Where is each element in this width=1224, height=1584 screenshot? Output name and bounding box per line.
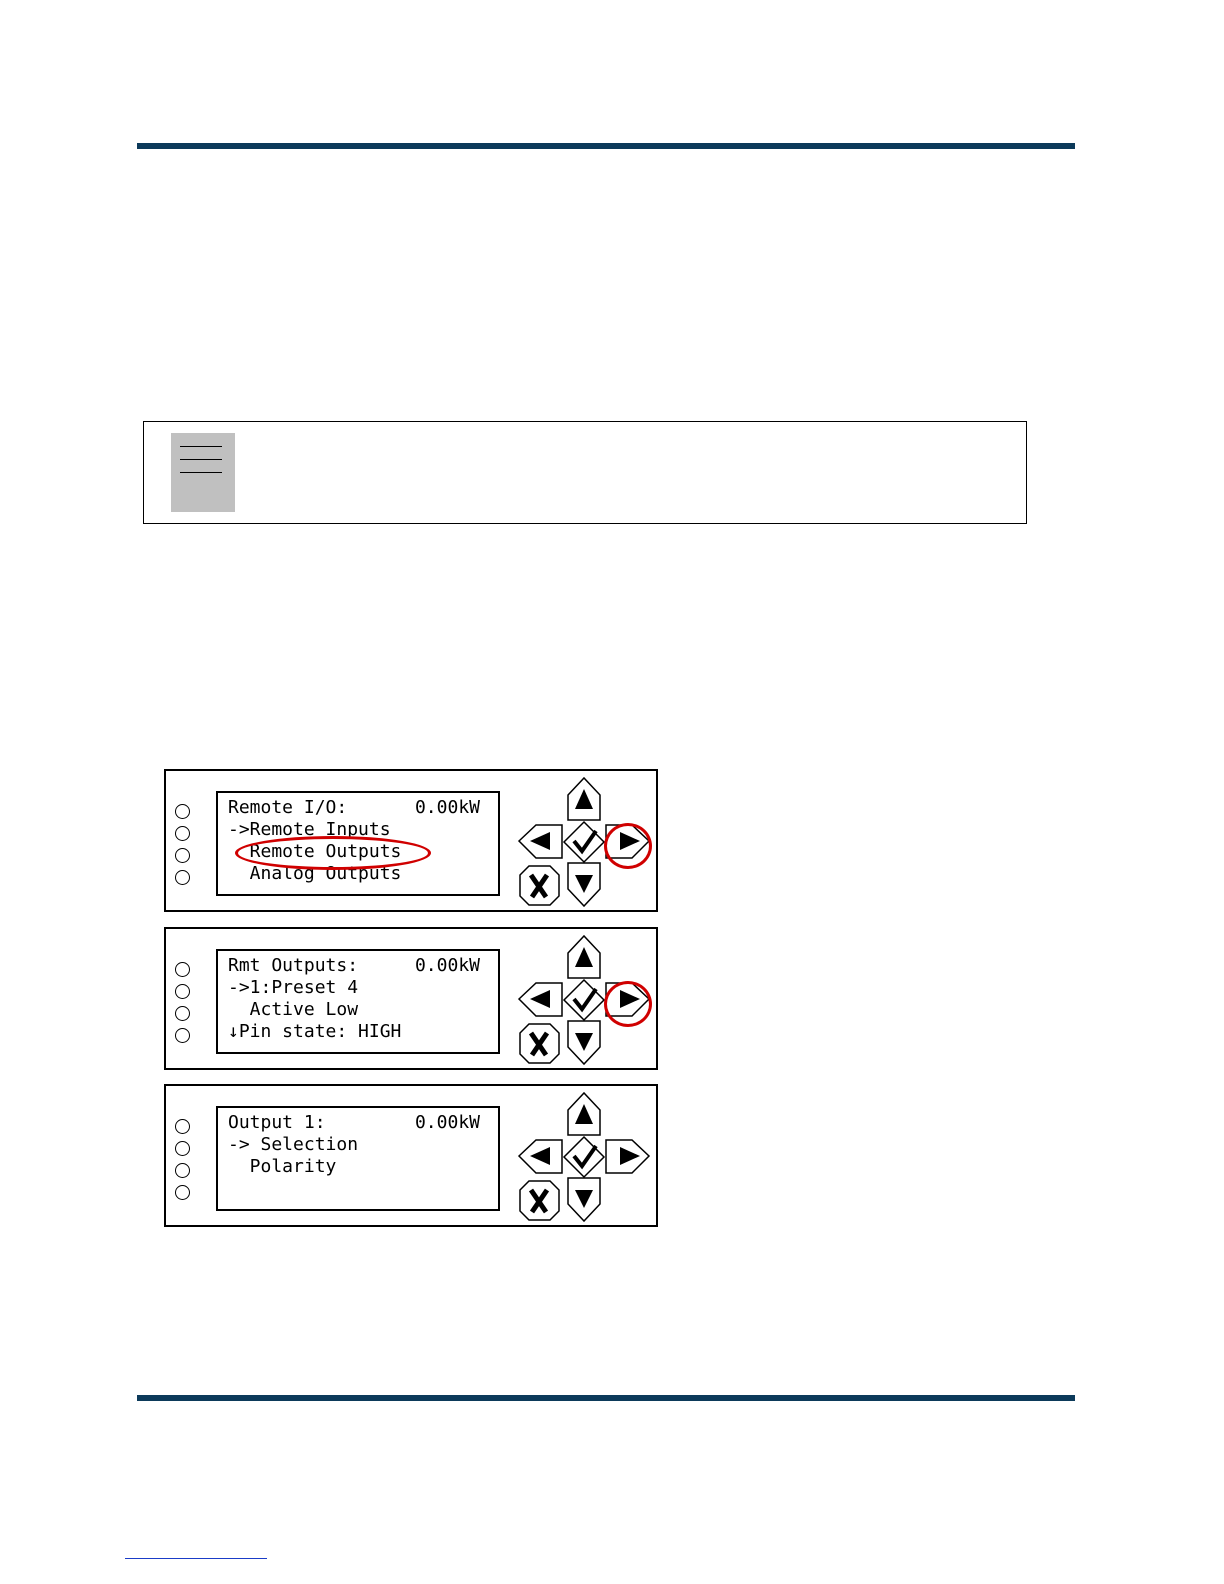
status-led (175, 826, 190, 841)
x-icon[interactable] (520, 1024, 559, 1063)
note-icon (171, 433, 235, 512)
lcd-line-1 (228, 1112, 498, 1134)
down-arrow-icon[interactable] (568, 1178, 600, 1221)
status-led (175, 1185, 190, 1200)
down-arrow-icon[interactable] (568, 863, 600, 906)
pin-state-value: ↓Pin state: HIGH (228, 1021, 402, 1042)
menu-item-analog-outputs[interactable]: Analog Outputs (228, 863, 402, 884)
lcd-title: Output 1: (228, 1112, 326, 1133)
right-arrow-icon[interactable] (606, 825, 649, 858)
lcd-display (216, 791, 500, 896)
header-rule (137, 143, 1075, 149)
footer-link-underline[interactable] (125, 1558, 267, 1559)
power-readout: 0.00kW (414, 797, 480, 818)
x-icon[interactable] (520, 866, 559, 905)
left-arrow-icon[interactable] (519, 825, 562, 858)
x-icon[interactable] (520, 1181, 559, 1220)
checkmark-icon[interactable] (564, 980, 604, 1020)
lcd-display (216, 949, 500, 1054)
lcd-line-1 (228, 797, 498, 819)
front-panel-screen-3 (164, 1084, 658, 1227)
navigation-keypad (516, 775, 656, 909)
up-arrow-icon[interactable] (568, 1093, 600, 1135)
right-arrow-icon[interactable] (606, 1140, 649, 1173)
status-led (175, 1163, 190, 1178)
status-leds (175, 962, 190, 1050)
navigation-keypad (516, 933, 656, 1067)
status-led (175, 1141, 190, 1156)
lcd-line-4 (228, 1178, 498, 1200)
menu-item-output-1[interactable]: ->1:Preset 4 (228, 977, 359, 998)
status-led (175, 1028, 190, 1043)
status-led (175, 984, 190, 999)
left-arrow-icon[interactable] (519, 983, 562, 1016)
status-led (175, 848, 190, 863)
left-arrow-icon[interactable] (519, 1140, 562, 1173)
lcd-title: Rmt Outputs: (228, 955, 359, 976)
menu-item-remote-outputs[interactable]: Remote Outputs (228, 841, 402, 862)
front-panel-screen-2 (164, 927, 658, 1070)
output-polarity-value: Active Low (228, 999, 359, 1020)
navigation-keypad (516, 1090, 656, 1224)
lcd-title: Remote I/O: (228, 797, 348, 818)
menu-item-selection[interactable]: -> Selection (228, 1134, 359, 1155)
footer-rule (137, 1395, 1075, 1401)
power-readout: 0.00kW (414, 1112, 480, 1133)
status-led (175, 870, 190, 885)
power-readout: 0.00kW (414, 955, 480, 976)
lcd-line-1 (228, 955, 498, 977)
checkmark-icon[interactable] (564, 1137, 604, 1177)
status-leds (175, 1119, 190, 1207)
up-arrow-icon[interactable] (568, 778, 600, 820)
front-panel-screen-1 (164, 769, 658, 912)
down-arrow-icon[interactable] (568, 1021, 600, 1064)
note-box (143, 421, 1027, 524)
menu-item-polarity[interactable]: Polarity (228, 1156, 337, 1177)
status-led (175, 1119, 190, 1134)
lcd-display (216, 1106, 500, 1211)
status-led (175, 962, 190, 977)
right-arrow-icon[interactable] (606, 983, 649, 1016)
status-leds (175, 804, 190, 892)
menu-item-remote-inputs[interactable]: ->Remote Inputs (228, 819, 391, 840)
checkmark-icon[interactable] (564, 822, 604, 862)
status-led (175, 1006, 190, 1021)
up-arrow-icon[interactable] (568, 936, 600, 978)
status-led (175, 804, 190, 819)
